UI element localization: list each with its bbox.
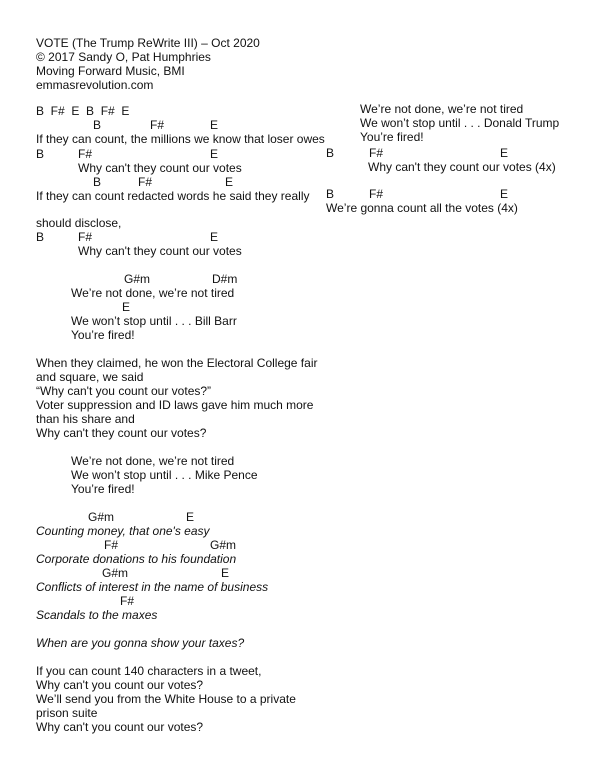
chord: F#	[138, 175, 153, 189]
lyric-line: You’re fired!	[71, 328, 135, 342]
chord: G#m	[88, 510, 115, 524]
lyric-line: We won’t stop until . . . Mike Pence	[71, 468, 258, 482]
chord: E	[225, 175, 234, 189]
chord: E	[122, 300, 131, 314]
chord: F#	[150, 118, 165, 132]
lyric-line: You’re fired!	[360, 130, 424, 144]
lyric-line: We’re gonna count all the votes (4x)	[326, 201, 518, 215]
chord: G#m	[124, 272, 151, 286]
lyric-line: Why can't you count our votes?	[36, 720, 204, 734]
chord: B	[36, 230, 45, 244]
chord-line: B F# E B F# E	[36, 104, 130, 118]
lyric-line: You’re fired!	[71, 482, 135, 496]
lyric-line: Scandals to the maxes	[36, 608, 158, 622]
lyric-line: We’re not done, we’re not tired	[71, 286, 235, 300]
lyric-line: When are you gonna show your taxes?	[36, 636, 245, 650]
chord: F#	[78, 230, 93, 244]
chord: E	[500, 187, 509, 201]
chord: E	[221, 566, 230, 580]
chord: F#	[78, 147, 93, 161]
lyric-line: “Why can't you count our votes?”	[36, 384, 212, 398]
chord: B	[36, 147, 45, 161]
chord: F#	[104, 538, 119, 552]
lyric-line: If they can count, the millions we know that loser owes	[36, 132, 325, 146]
lyric-line: prison suite	[36, 706, 98, 720]
chord: D#m	[212, 272, 238, 286]
chord: B	[326, 187, 335, 201]
lyric-line: When they claimed, he won the Electoral College fair	[36, 356, 318, 370]
lyric-line: than his share and	[36, 412, 135, 426]
lyric-line: Why can't they count our votes	[78, 244, 242, 258]
lyric-line: Corporate donations to his foundation	[36, 552, 237, 566]
lyric-line: Why can't they count our votes	[78, 161, 242, 175]
lyric-line: If they can count redacted words he said they really	[36, 189, 310, 203]
chord: E	[210, 230, 219, 244]
lyric-line: We won’t stop until . . . Donald Trump	[360, 116, 560, 130]
lyric-line: Why can't they count our votes?	[36, 426, 207, 440]
chord: G#m	[210, 538, 237, 552]
chord: E	[186, 510, 195, 524]
lyric-line: We’re not done, we’re not tired	[360, 102, 524, 116]
lyric-line: should disclose,	[36, 216, 122, 230]
chord: B	[93, 175, 102, 189]
publisher-line: Moving Forward Music, BMI	[36, 64, 185, 78]
song-title: VOTE (The Trump ReWrite III) – Oct 2020	[36, 36, 260, 50]
lyric-line: We won’t stop until . . . Bill Barr	[71, 314, 237, 328]
lyric-line: Voter suppression and ID laws gave him much more	[36, 398, 314, 412]
lyric-line: We’ll send you from the White House to a private	[36, 692, 296, 706]
lyric-line: If you can count 140 characters in a tweet,	[36, 664, 262, 678]
chord: F#	[369, 146, 384, 160]
copyright-line: © 2017 Sandy O, Pat Humphries	[36, 50, 211, 64]
chord: E	[500, 146, 509, 160]
chord: E	[210, 147, 219, 161]
lyric-line: and square, we said	[36, 370, 144, 384]
lyric-line: Counting money, that one's easy	[36, 524, 210, 538]
chord: B	[326, 146, 335, 160]
lyric-line: We’re not done, we’re not tired	[71, 454, 235, 468]
chord: G#m	[102, 566, 129, 580]
chord: E	[210, 118, 219, 132]
chord: F#	[120, 594, 135, 608]
website-line: emmasrevolution.com	[36, 78, 154, 92]
lyric-line: Conflicts of interest in the name of business	[36, 580, 269, 594]
chord: B	[93, 118, 102, 132]
lyric-line: Why can't they count our votes (4x)	[368, 160, 556, 174]
lyric-line: Why can't you count our votes?	[36, 678, 204, 692]
chord: F#	[369, 187, 384, 201]
